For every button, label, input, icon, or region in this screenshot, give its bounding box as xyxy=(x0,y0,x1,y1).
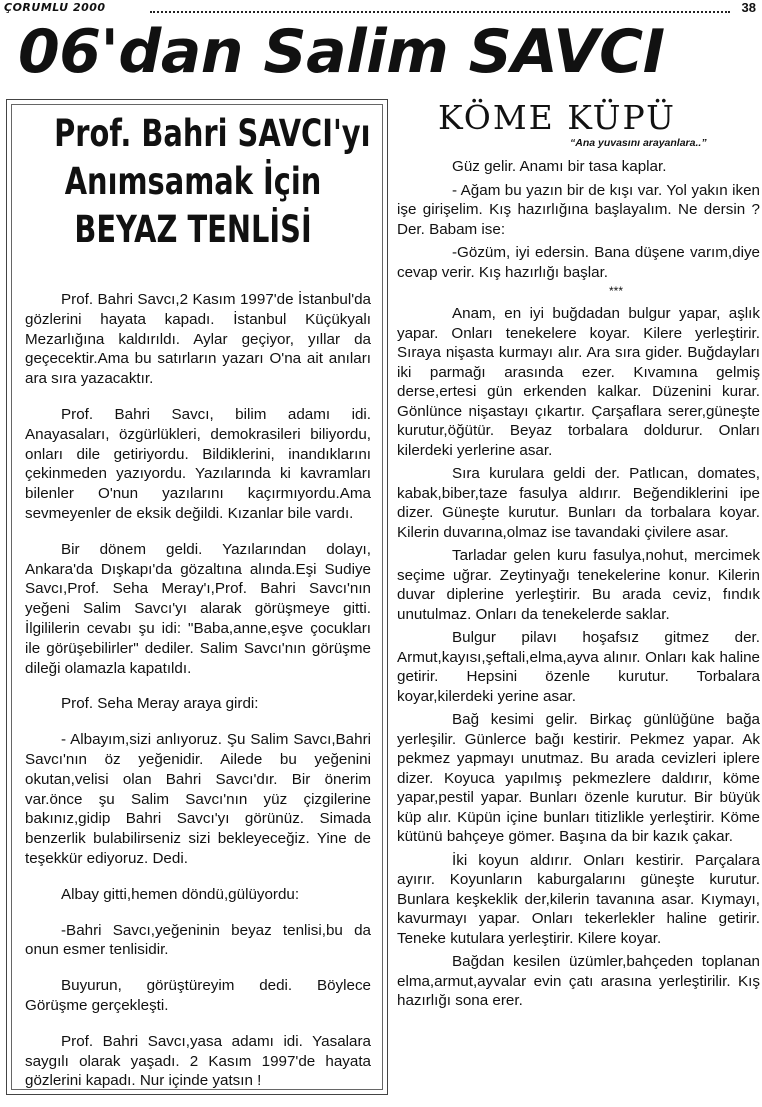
section-separator: *** xyxy=(608,284,623,298)
paragraph: Prof. Bahri Savcı,yasa adamı idi. Yasalara saygılı olarak yaşadı. 2 Kasım 1997'de hayata gözlerini kapadı. Nur içinde yatsın ! xyxy=(25,1032,371,1090)
paragraph: Anam, en iyi buğdadan bulgur yapar, aşlık yapar. Onları tenekelere koyar. Kilere yerleştirir. Sıraya nişasta kurmayı alır. Ara sıra gider. Buğdayları iki parmağı arasında ezer. Kıvamına gelmiş derse,ertesi gün erkenden kalkar. Düzenini kurar. Gönlünce nişastayı çıkartır. Çarşaflara serer,güneşte kurutur,öğütür. Beyaz torbalara doldurur. Onları kilerdeki yerlerine asar. xyxy=(397,305,760,459)
title-line-2: Anımsamak İçin xyxy=(64,160,322,203)
paragraph: Bulgur pilavı hoşafsız gitmez der. Armut,kayısı,şeftali,elma,ayva alınır. Onları kak haline getirir. Hepsini özenle kurutur. Torbalara koyar,kilerdeki yerine asar. xyxy=(397,629,760,705)
left-article-title xyxy=(54,110,371,254)
paragraph: Albay gitti,hemen döndü,gülüyordu: xyxy=(61,885,300,903)
paragraph: -Gözüm, iyi edersin. Bana düşene varım,diye cevap verir. Kış hazırlığı başlar. xyxy=(397,244,760,281)
paragraph: - Ağam bu yazın bir de kışı var. Yol yakın iken işe girişelim. Kış hazırlığına başlayalım. Ne dersin ? Der. Babam ise: xyxy=(397,181,760,238)
paragraph: Buyurun, görüştüreyim dedi. Böylece Görüşme gerçekleşti. xyxy=(25,977,371,1014)
paragraph: Güz gelir. Anamı bir tasa kaplar. xyxy=(452,158,667,175)
paragraph: Prof. Bahri Savcı,2 Kasım 1997'de İstanbul'da gözlerini hayata kapadı. İstanbul Küçükyalı Mezarlığına kaldırıldı. Aylar geçiyor, yıllar da geçecektir.Ama bu satırların yazarı O'na ait anıları ara sıra yazacaktır. xyxy=(25,291,371,388)
paragraph: - Albayım,sizi anlıyoruz. Şu Salim Savcı,Bahri Savcı'nın öz yeğenidir. Ailede bu yeğenini okutan,velisi olan Bahri Savcı'dır. Bir önerim var.önce şu Salim Savcı'nın yüz çizgilerine bakınız,gidip Bahri Savcı'yı görünüz. Simada benzerlik bulabilirseniz sizi bekleyeceğiz. Yine de teşekkür ediyoruz. Dedi. xyxy=(25,731,371,867)
right-article-body xyxy=(397,157,760,1015)
title-line-3: BEYAZ TENLİSİ xyxy=(74,208,312,251)
right-article-title: KÖME KÜPÜ xyxy=(438,98,676,137)
right-article-subtitle: “Ana yuvasını arayanlara..” xyxy=(570,137,707,149)
title-line-1: Prof. Bahri SAVCI'yı xyxy=(54,112,371,155)
header-dotted-rule xyxy=(150,11,730,13)
page-number: 38 xyxy=(741,0,756,15)
paragraph: Bağ kesimi gelir. Birkaç günlüğüne bağa yerleşilir. Günlerce bağı kestirir. Pekmez yapar. Ak pekmez yapmayı unutmaz. Bu arada cevizleri iplere dizer. Koyuca yapılmış pekmezlere daldırır, köme yapar,pestil yapar. Bunları özenle kurutur. Bir büyük küp alır. Küpün içine bunları titizlikle yerleştirir. Köme kütünü bahçeye gömer. Başına da bir kazık çakar. xyxy=(397,711,760,845)
publication-name: ÇORUMLU 2000 xyxy=(4,1,106,14)
paragraph: İki koyun aldırır. Onları kestirir. Parçalara ayırır. Koyunların kaburgalarını güneşte kurutur. Bunlara keşkeklik der,kilerin tavanına asar. Kıymayı, kavurmayı yapar. Onları tekerlekler haline getirir. Teneke kutulara yerleştirir. Kilere koyar. xyxy=(397,851,760,947)
left-article-body xyxy=(25,290,371,1107)
paragraph: Bağdan kesilen üzümler,bahçeden toplanan elma,armut,ayvalar evin çatı arasına yerleştirilir. Kış hazırlığı sona erer. xyxy=(397,953,760,1009)
paragraph: Prof. Seha Meray araya girdi: xyxy=(61,695,259,713)
page-header xyxy=(0,0,762,16)
section-title: 06'dan Salim SAVCI xyxy=(18,17,665,87)
paragraph: Tarladar gelen kuru fasulya,nohut, mercimek seçime uğrar. Zeytinyağı tenekelerine konur. Kilerin duvar diplerine yerleştirir. Bu arada ceviz, fındık unutulmaz. Onları da tenekelerde saklar. xyxy=(397,547,760,623)
paragraph: Bir dönem geldi. Yazılarından dolayı, Ankara'da Dışkapı'da gözaltına alında.Eşi Sudiye Savcı,Prof. Seha Meray'ı,Prof. Bahri Savcı'nın yeğeni Salim Savcı'yı alarak görüşmeye gitti. İlgililerin cevabı şu idi: "Baba,anne,eşve çocukları ile görüşebilirler" dediler. Salim Savcı'nın görüşme dileği olamazla kapatıldı. xyxy=(25,540,371,677)
paragraph: Sıra kurulara geldi der. Patlıcan, domates, kabak,biber,taze fasulya aldırır. Beğendiklerini ipe dizer. Güneşte kurutur. Bunları da torbalara koyar. Kilerin duvarına,olmaz ise tavandaki çivilere asar. xyxy=(397,465,760,541)
paragraph: Prof. Bahri Savcı, bilim adamı idi. Anayasaları, özgürlükleri, demokrasileri biliyordu, onları dile getiriyordu. Bildiklerini, inandıklarını çekinmeden yazıyordu. Yazılarında ki kavramları bilenler O'nun yazılarını kaçırmıyordu.Ama sevmeyenler de eksik değildi. Kızanlar bile vardı. xyxy=(25,405,371,522)
paragraph: -Bahri Savcı,yeğeninin beyaz tenlisi,bu da onun esmer tenlisidir. xyxy=(25,921,371,959)
